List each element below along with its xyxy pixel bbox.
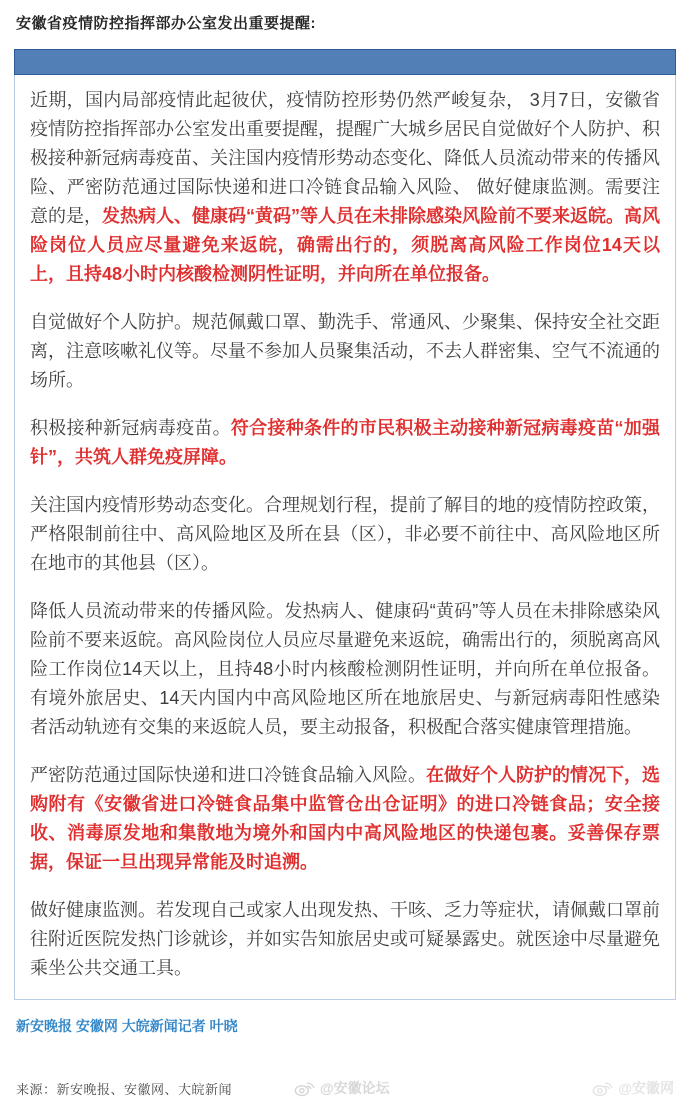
- paragraph: [30, 597, 660, 742]
- body-text: 严密防范通过国际快递和进口冷链食品输入风险。: [30, 765, 426, 785]
- body-text: 关注国内疫情形势动态变化。合理规划行程，提前了解目的地的疫情防控政策，严格限制前往中、高风险地区及所在县（区），非必要不前往中、高风险地区所在地市的其他县（区）。: [30, 495, 660, 573]
- alert-text: 发热病人、健康码“黄码”等人员在未排除感染风险前不要来返皖。高风险岗位人员应尽量避免来返皖，确需出行的，须脱离高风险工作岗位14天以上，且持48小时内核酸检测阴性证明，并向所在单位报备。: [30, 206, 660, 284]
- paragraph: [30, 308, 660, 395]
- weibo-icon: [592, 1079, 613, 1097]
- body-text: 近期，国内局部疫情此起彼伏，疫情防控形势仍然严峻复杂， 3月7日，安徽省疫情防控指挥部办公室发出重要提醒，提醒广大城乡居民自觉做好个人防护、积极接种新冠病毒疫苗、关注国内疫情形势动态变化、降低人员流动带来的传播风险、严密防范通过国际快递和进口冷链食品输入风险、 做好健康监测。需要注意的是，: [30, 90, 660, 226]
- alert-text: 在做好个人防护的情况下，选购附有《安徽省进口冷链食品集中监管仓出仓证明》的进口冷链食品；安全接收、消毒原发地和集散地为境外和国内中高风险地区的快递包裹。妥善保存票据，保证一旦出现异常能及时追溯。: [30, 765, 660, 872]
- paragraph: [30, 761, 660, 877]
- alert-text: 符合接种条件的市民积极主动接种新冠病毒疫苗“加强针”，共筑人群免疫屏障。: [30, 418, 661, 467]
- watermark-center-label: @安徽论坛: [320, 1080, 390, 1096]
- paragraph: [30, 896, 660, 983]
- article-body: [15, 75, 675, 999]
- body-text: 积极接种新冠病毒疫苗。: [30, 418, 231, 438]
- byline-link[interactable]: 新安晚报 安徽网 大皖新闻记者 叶晓: [16, 1018, 238, 1034]
- paragraph: [30, 414, 660, 472]
- watermark-right: [592, 1078, 674, 1098]
- paragraph: [30, 491, 660, 578]
- notice-box: [14, 49, 676, 1000]
- notice-header-bar: [14, 49, 676, 75]
- body-text: 做好健康监测。若发现自己或家人出现发热、干咳、乏力等症状，请佩戴口罩前往附近医院发热门诊就诊，并如实告知旅居史或可疑暴露史。就医途中尽量避免乘坐公共交通工具。: [30, 900, 660, 978]
- paragraph: [30, 86, 660, 289]
- weibo-icon: [294, 1079, 315, 1097]
- body-text: 自觉做好个人防护。规范佩戴口罩、勤洗手、常通风、少聚集、保持安全社交距离，注意咳嗽礼仪等。尽量不参加人员聚集活动，不去人群密集、空气不流通的场所。: [30, 312, 660, 390]
- source-text: 来源：新安晚报、安徽网、大皖新闻: [16, 1081, 233, 1097]
- footer-bar: [16, 1078, 676, 1098]
- watermark-right-label: @安徽网: [618, 1080, 674, 1096]
- page-title: 安徽省疫情防控指挥部办公室发出重要提醒:: [16, 15, 316, 32]
- watermark-center: [294, 1078, 390, 1098]
- body-text: 降低人员流动带来的传播风险。发热病人、健康码“黄码”等人员在未排除感染风险前不要来返皖。高风险岗位人员应尽量避免来返皖，确需出行的，须脱离高风险工作岗位14天以上，且持48小时内核酸检测阴性证明，并向所在单位报备。有境外旅居史、14天内国内中高风险地区所在地旅居史、与新冠病毒阳性感染者活动轨迹有交集的来返皖人员，要主动报备，积极配合落实健康管理措施。: [30, 601, 660, 737]
